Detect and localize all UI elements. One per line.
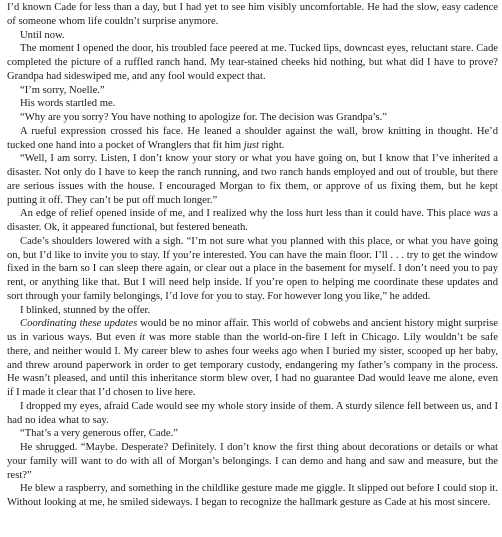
- paragraph-text: “I’m sorry, Noelle.”: [20, 84, 105, 96]
- paragraph-text: An edge of relief opened inside of me, and I realized why the loss hurt less than it could have. This place: [20, 208, 474, 220]
- paragraph-text: I blinked, stunned by the offer.: [20, 304, 151, 316]
- paragraph-text: “Why are you sorry? You have nothing to apologize for. The decision was Grandpa’s.”: [20, 112, 387, 123]
- paragraph: [7, 441, 498, 482]
- paragraph-text: I dropped my eyes, afraid Cade would see my whole story inside of them. A sturdy silence fell between us, and I had no idea what to say.: [7, 400, 498, 426]
- paragraph-text: was more stable than the world-on-fire I left in Chicago. Lily wouldn’t be safe there, and neither would I. My career blew to ashes four weeks ago when I buried my sister, scooped up her baby, and threw around paperwork in order to get temporary custody, endangering my father’s company in the process. He wasn’t pleased, and until this inheritance storm blew over, I had no guarantee Dad would leave me alone, even if I made it clear that I’d chosen to live here.: [7, 332, 498, 398]
- paragraph-text: would be no minor affair. This world of cobwebs and ancient history might surprise us in various ways. But even: [7, 318, 498, 343]
- emphasis-text: was: [473, 208, 491, 220]
- paragraph: [7, 400, 498, 428]
- emphasis-text: Coordinating these updates: [20, 318, 138, 330]
- paragraph-text: The moment I opened the door, his troubled face peered at me. Tucked lips, downcast eyes, reluctant stare. Cade completed the picture of a ruffled ranch hand. My tear-stained cheeks hid nothing, but what did I have to prove? Grandpa had sideswiped me, and any fool would expect that.: [7, 43, 498, 82]
- paragraph: [7, 427, 498, 441]
- paragraph: [7, 111, 498, 125]
- paragraph: [7, 84, 498, 98]
- paragraph-text: right.: [259, 139, 285, 151]
- paragraph: [7, 29, 498, 43]
- paragraph-text: Until now.: [20, 29, 65, 41]
- paragraph: [7, 304, 498, 318]
- paragraph-text: He shrugged. “Maybe. Desperate? Definitely. I don’t know the first thing about decorations or details or what your family will want to do with all of Morgan’s belongings. I can demo and hang and saw and measure, but the rest?”: [7, 442, 498, 481]
- paragraph: [7, 97, 498, 111]
- paragraph: [7, 482, 498, 510]
- emphasis-text: just: [243, 139, 260, 151]
- paragraph-text: “That’s a very generous offer, Cade.”: [20, 428, 178, 440]
- paragraph-text: I’d known Cade for less than a day, but I had yet to see him visibly uncomfortable. He had the slow, easy cadence of someone whom life couldn’t surprise anymore.: [7, 2, 498, 27]
- paragraph: [7, 235, 498, 304]
- paragraph: [7, 125, 498, 153]
- paragraph-text: He blew a raspberry, and something in the childlike gesture made me giggle. It slipped out before I could stop it. Without looking at me, he smiled sideways. I began to recognize the hallmark gesture as Cade at his most sincere.: [7, 483, 498, 508]
- paragraph-text: a disaster. Ok, it appeared functional, but festered beneath.: [7, 208, 498, 233]
- paragraph-text: A rueful expression crossed his face. He leaned a shoulder against the wall, brow knitting in thought. He’d tucked one hand into a pocket of Wranglers that fit him: [7, 125, 498, 151]
- emphasis-text: it: [139, 332, 146, 343]
- paragraph: [7, 152, 498, 207]
- paragraph-text: “Well, I am sorry. Listen, I don’t know your story or what you have going on, but I know that I’ve inherited a disaster. Not only do I have to keep the ranch running, and two ranch hands employed and out of trouble, but there are serious issues with the house. I encouraged Morgan to fix them, or approve of us fixing them, but he kept putting it off. They can’t be put off much longer.”: [7, 153, 498, 206]
- paragraph-text: Cade’s shoulders lowered with a sigh. “I’m not sure what you planned with this place, or what you have going on, but I’d like to invite you to stay. If you’re interested. You can have the main floor. I’ll . . . try to get the window fixed in the barn so I can sleep there again, or clear out a place in the basement for myself. I don’t need you to pay rent, or anything like that. But I will need help inside. If you’re open to helping me coordinate these updates and sort through your family belongings, I’d love for you to stay. For however long you like,” he added.: [7, 235, 498, 302]
- paragraph: [7, 42, 498, 83]
- paragraph-text: His words startled me.: [20, 98, 116, 110]
- paragraph: [7, 1, 498, 29]
- paragraph: [7, 317, 498, 400]
- paragraph: [7, 207, 498, 235]
